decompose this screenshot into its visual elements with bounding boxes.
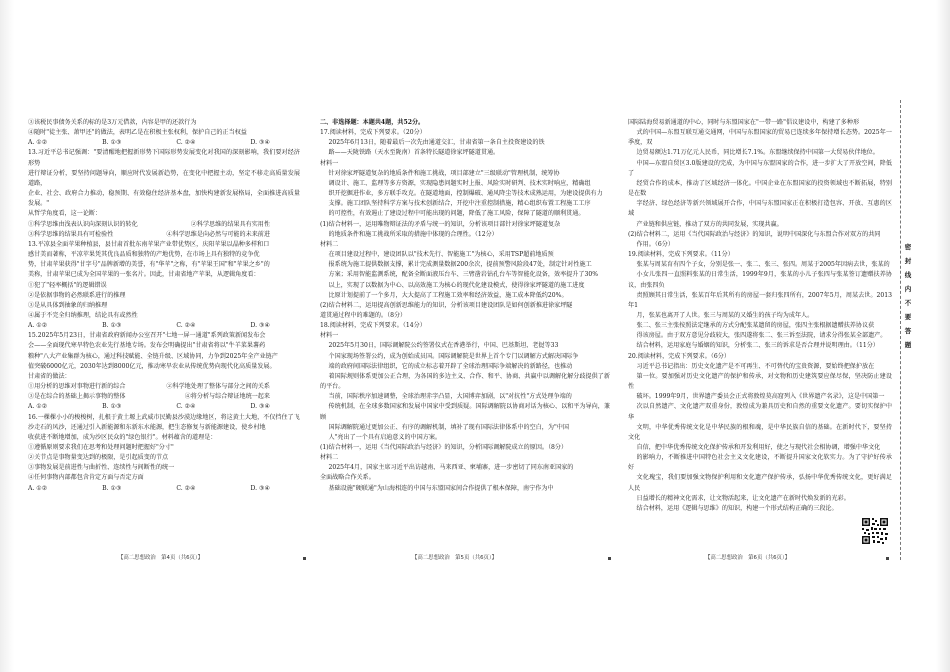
page-6-footer: 【高二思想政治 第6页（共6页）】 <box>705 555 791 561</box>
text-line: 端的政府间国际法律组织，它的成立标志着开辟了全球治理国际争端解决的新路径，也推动 <box>328 362 573 370</box>
text-line: 报系统为施工提供数据支撑，累计完成测量数据200余次，提前预警风险段47处，制定针对性施工 <box>328 261 592 269</box>
text-line: 织开挖掘进作业，多方联手攻克。在隧道地面，控制爆破、通风降尘等技术成熟运用，为建设提供有力 <box>328 190 603 198</box>
text-line: 的影响力，不断推进中国特色社会主义文化建设，不断提升国家文化软实力。为了守护好传承好 <box>628 454 892 472</box>
text-line: 张某与周某育有四个子女，分别是张一、张二、张三、张四。周某于2005年因病去世，张某的 <box>636 261 890 269</box>
option-statement: ③科学思维的结果具有可检验性 <box>28 230 114 238</box>
text-line: 从哲学角度看，这一论断： <box>28 210 102 218</box>
text-line: 张二、张三主张按照法定继承的方式分配张某遗留的房屋，张四主张根据遗赠扶养协议获 <box>636 322 875 330</box>
option-statement: ③是在综合的基础上揭示事物的整体 <box>28 393 126 401</box>
text-line: 人"亮出了一个具有启迪意义的中国方案。 <box>328 433 442 441</box>
text-line: 方案；采用智能监测系统，配备全断面液压台车、三臂凿岩钻孔台车等智能化设备，效率提升了30% <box>328 271 599 279</box>
text-line: 调设计、施工、监理等多方资源，实现隐患问题实时上报、风险实时研判、技术实时响应，精确组 <box>328 179 591 187</box>
option-statement: ②科学思维的结果具有实用性 <box>190 220 270 228</box>
text-line: 的可控性，有效遏止了建设过程中可能出现的问题，降低了施工风险，保障了隧道的顺利贯通。 <box>328 210 585 218</box>
option-statement: ④将分析与综合辩证地统一起来 <box>184 393 270 401</box>
text-line: 经贸合作的成本，推动了区域经济一体化。中国企业在东盟国家的投资领域也不断拓展，特别是在数 <box>628 179 892 198</box>
text-line: 月，张某也离开了人世。张三与周某的又婚生的孩子均为成年人。 <box>636 311 814 319</box>
text-line: 13.平凉县全面苹果种植县，县甘肃首批东南苹果产业带优势区，庆阳苹果以晶种多样和口 <box>28 240 270 248</box>
text-line: ④属于不完全归纳推理，结论具有或然性 <box>28 311 138 319</box>
answer-option: A. ①② <box>28 322 48 330</box>
text-line: 的地质条件和施工挑战所采取的措施中体现的合理性。（12分） <box>328 230 498 238</box>
text-line: 次以自然遗产、文化遗产双重身份，敦煌成为兼具历史和自然的重要文化遗产。要切实保护中华 <box>628 403 892 421</box>
page-4-footer: 【高二思想政治 第4页（共6页）】 <box>118 555 204 561</box>
text-line: 2025年6月13日，随着最后一次先由通道交汇，甘肃省第一条自主投资建设的铁 <box>328 139 545 147</box>
answer-option: C. ②④ <box>176 403 196 411</box>
page-5-column <box>320 118 610 494</box>
text-line: 小女儿张四一直照料张某的日常生活，1999年9月，张某的小儿子张四与张某签订遗赠扶养协议，由张四负 <box>628 271 892 289</box>
text-line: 责照顾其日常生活，张某百年后其所有的房屋一套归张四所有，2007年5月，周某去世。2013年1 <box>628 291 892 309</box>
text-line: 中国—东盟自贸区3.0版建设的完成，为中国与东盟国家的合作，进一步扩大了开放空间，降低了 <box>628 159 892 177</box>
answer-option: A. ①② <box>28 139 48 147</box>
page-6-column <box>628 118 892 514</box>
text-line: 字经济、绿色经济等新兴领域展开合作，中国与东盟国家正在积极打造包容、开放、互惠的区域 <box>628 200 892 218</box>
text-line: 边贸易额达1.71万亿元人民币，同比增长7.1%。东盟继续保持中国第一大贸易伙伴地位。 <box>636 149 879 157</box>
text-line: 道贯通过程中的难题的。（8分） <box>320 311 407 319</box>
answer-option: C. ②④ <box>176 484 196 492</box>
text-line: 全面战略合作关系。 <box>320 474 375 482</box>
option-statement: ④科学思维是向必然与可能的未来前进 <box>166 230 270 238</box>
text-line: ③是从具体到抽象的归纳推理 <box>28 301 108 309</box>
text-line: 以上，实现了以数据为中心、以高效施工为核心的现代化建设模式，使得徐家坪隧道的施工进度 <box>328 281 585 289</box>
option-statement: ①科学思维由浅表认识向深刻认识的转化 <box>28 220 138 228</box>
text-line: 2025年4月，国家主席习近平出访越南、马来西亚、柬埔寨，进一步密切了同东南亚国家的 <box>328 464 574 472</box>
option-pair <box>28 230 300 240</box>
text-line: 国际调解院通过更加公正、有序的调解机制，填补了现有国际法律体系中的空白，为"中国 <box>328 423 569 431</box>
text-line: 基础设施"硬联通"为山海相连的中国与东盟国家间合作提供了根本保障，南宁作为中 <box>328 484 554 492</box>
page-4-column <box>28 118 300 494</box>
text-line: 产业链和供应链，推动了双方的共同发展，实现共赢。 <box>636 220 783 228</box>
text-line: 材料一 <box>320 159 339 167</box>
text-line: 针对徐家坪隧道复杂的地质条件和施工挑战，项目部建立"三级联动"管理机制，统筹协 <box>328 169 560 177</box>
scan-mark <box>303 557 306 560</box>
option-statement: ①用分析的思维对事物进行新的综合 <box>28 383 126 391</box>
text-line: (1)结合材料一，运用唯物辩证法的矛盾与统一的知识，分析该项目部针对徐家坪隧道复杂 <box>320 220 561 228</box>
text-line: ④任何事物内部都包含肯定方面与否定方面 <box>28 474 144 482</box>
text-line: 传统机制，在全球多数国家和发展中国家中受到质疑。国际调解院以协商对话为核心、以和平为导向，兼顾 <box>320 403 610 421</box>
text-line: 着国际规则体系更加公正合理，为各国的多边主义、合作、和平、协商、共赢中以调解化解分歧提供了新的平台。 <box>320 372 610 391</box>
seal-char: 线 <box>904 271 912 279</box>
seal-line-notice <box>904 240 912 352</box>
answer-option: A. ①② <box>28 484 48 492</box>
text-line: 在项目建设过程中，建设团队以"技术先行、智能施工"为核心，采用TSP超前地质预 <box>328 251 554 259</box>
text-line: 个国家现场签署公约，成为创始成员国。国际调解院是世界上首个专门以调解方式解决国际争 <box>328 352 579 360</box>
text-line: 文化瑰宝，我们要加强文物保护利用和文化遗产保护传承，弘扬中华优秀传统文化，更好满足人民 <box>628 474 892 492</box>
text-line: 结合材料，运用《逻辑与思维》的知识，构建一个形式结构正确的三段论。 <box>636 504 838 512</box>
answer-option: C. ②④ <box>176 139 196 147</box>
text-line: ②是依据事物的必然联系进行的推理 <box>28 291 126 299</box>
answer-option: C. ②④ <box>176 322 196 330</box>
text-line: 19.阅读材料，完成下列要求。（11分） <box>628 251 734 259</box>
text-line: 比原计划提前了一个多月，大大提高了工程施工效率和经济效益，施工成本降低约20%。 <box>328 291 568 299</box>
text-line: 15.2025年5月23日，甘肃省政府新闻办公室召开"七地一屏一通道"系列政策新闻发布会 <box>28 332 266 340</box>
binding-dashed-line <box>900 100 901 560</box>
seal-char: 要 <box>904 313 912 321</box>
text-line: 自信，把中华优秀传统文化保护传承和开发利用好，使之与现代社会相协调，增强中华文化 <box>636 444 881 451</box>
text-line: 进行辩证分析，要坚持问题导向，顺应时代发展新趋势，在变化中把握主动，坚定不移走高质量发展道路， <box>28 169 300 187</box>
scan-mark <box>886 557 889 560</box>
seal-char: 答 <box>904 327 912 335</box>
text-line: (2)结合材料二，运用《当代国际政治与经济》的知识，说明中国深化与东盟合作对双方的共同 <box>628 230 881 238</box>
option-pair <box>28 392 300 402</box>
option-pair <box>28 382 300 392</box>
text-line: 甘肃省的做法： <box>28 372 71 380</box>
text-line: 习近平总书记指出：历史文化遗产是不可再生、不可替代的宝贵资源，要始终把保护放在 <box>636 362 875 370</box>
seal-char: 不 <box>904 299 912 307</box>
page-5-footer: 【高二思想政治 第5页（共6页）】 <box>412 555 498 561</box>
seal-char: 封 <box>904 257 912 265</box>
text-line: ③事物发展是前进性与曲折性、连续性与间断性的统一 <box>28 464 175 472</box>
text-line: 感甘美而著称，平凉苹果凭其优良品质和独特的产地优势，在市场上具有独特的竞争优 <box>28 251 260 259</box>
text-line: 式的中国—东盟互联互通交通网，中国与东盟国家的贸易已连续多年保持增长态势。2025年一季度，双 <box>628 129 892 147</box>
text-line: 作用。（6分） <box>636 240 674 248</box>
text-line: 文明，中华优秀传统文化是中华民族的根和魂，是中华民族自信的基础。在新时代下，要坚持文化 <box>628 423 892 441</box>
text-line: ③该税民事债务关系的标的是3万元借款，内容是甲的还款行为 <box>28 119 197 126</box>
answer-option: D. ③④ <box>250 403 270 411</box>
text-line: 材料二 <box>320 454 339 462</box>
text-line: (1)结合材料一，运用《当代国际政治与经济》的知识，分析国际调解院成立的原因。（8分） <box>320 444 568 451</box>
text-line: 当前，国际秩序加速调整，全球治理赤字凸显，大国博弈加剧，以"对抗性"方式处理争端的 <box>328 393 572 401</box>
text-line: 势，甘肃苹果获得"甘字号"品牌新增的美誉，有"华苹"之称，有"苹果王国"和"苹果之乡"的 <box>28 261 270 269</box>
text-line: (2)结合材料二，运用提高创新思维能力的知识，分析该项目建设团队是如何创新推进徐家坪隧 <box>320 301 573 309</box>
seal-char: 密 <box>904 243 912 251</box>
text-line: 第一位。要加强对历史文化遗产的保护和传承，对文物和历史建筑要应保尽保，坚决防止建设性 <box>628 372 892 391</box>
answer-option: B. ①③ <box>102 403 122 411</box>
answer-options <box>28 321 300 331</box>
answer-options <box>28 402 300 412</box>
answer-option: D. ③④ <box>250 322 270 330</box>
answer-option: B. ①③ <box>102 484 122 492</box>
text-line: ①犯了"轻率概括"的逻辑错误 <box>28 281 107 289</box>
text-line: 17.阅读材料，完成下列要求。（20分） <box>320 129 426 137</box>
text-line: 日益增长的精神文化需求，让文物活起来，让文化遗产在新时代焕发新的光彩。 <box>636 494 850 502</box>
answer-option: D. ③④ <box>250 139 270 147</box>
text-line: ②关节点是事物量变达到的极限，是引起质变的节点 <box>28 454 169 462</box>
text-line: 2025年5月30日，国际调解院公约签署仪式在香港举行，中国、巴基斯坦、老挝等33 <box>328 342 559 350</box>
text-line: 材料二 <box>320 240 339 248</box>
text-line: ④随时"徒主张、萧甲还"的做法，表明乙是在积极主张权利，保护自己的正当权益 <box>28 129 247 137</box>
text-line: 沙走石的风沙，还通过引入新能源和东新东水能源，把生态修复与新能源建设，使乡村地 <box>28 423 266 431</box>
text-line: 20.阅读材料，完成下列要求。（6分） <box>628 352 730 360</box>
answer-option: B. ①③ <box>102 139 122 147</box>
text-line: 值突破6000亿元，2030年达到8000亿元，推动寒旱农业从传统优势向现代化高质量发展。 <box>28 362 276 370</box>
answer-options <box>28 138 300 148</box>
text-line: 粮种"八大产业集群为核心，通过科技赋能、全链升级、区域协同，力争到2025年全产业链产 <box>28 352 278 360</box>
text-line: 材料一 <box>320 332 339 340</box>
option-statement: ②科学地处理了整体与部分之间的关系 <box>166 383 270 391</box>
text-line: 破坏。1999年9月，世界遗产委员会正式将敦煌莫高窟列入《世界遗产名录》，这是中国第一 <box>636 393 885 401</box>
text-line: 结合材料，运用家庭与婚姻的知识，分析张二、张三的诉求是否合理并说明理由。（11分） <box>636 342 879 350</box>
text-line: 企业、社会、政府合力推动，稳预期、有效稳住经济基本盘，加快构建新发展格局，全面推进高质量发展。" <box>28 190 300 208</box>
answer-option: B. ①③ <box>102 322 122 330</box>
text-line: 支撑。施工团队坚持科学方案与技术创新结合，开挖中注重控制措施，精心组织布置工程施工工序 <box>328 200 591 208</box>
text-line: 国际陆海贸易新通道的中心，同时与东盟国家在"一带一路"倡议建设中，构建了多种形 <box>628 119 860 126</box>
option-pair <box>28 220 300 230</box>
text-line: 16.一棵棵小小的梭梭树，扎根于黄土塬上武威市民勤县沙漠边缘地区，将这黄土大地，不仅挡住了飞 <box>28 413 300 421</box>
text-line: 收获进不断地增加，成为沙区民众的"绿色银行"。材料蕴含的道理是： <box>28 433 217 441</box>
seal-char: 题 <box>904 341 912 349</box>
scan-mark <box>608 557 611 560</box>
qr-code-icon <box>861 517 889 545</box>
answer-option: D. ③④ <box>250 484 270 492</box>
text-line: 13.习近平总书记强调："要清醒地把握新形势下国际形势发展变化对我国的深刻影响，我们要对经济形势 <box>28 149 300 167</box>
text-line: 会——全面现代寒旱特色农业先行基地专场。发布会明确提出"甘肃省将以"牛羊菜果薯药 <box>28 342 266 350</box>
text-line: 18.阅读材料，完成下列要求。（14分） <box>320 322 426 330</box>
text-line: 美称，甘肃苹果已成为全国苹果的一张名片。因此，甘肃省地产苹果，从逻辑角度看： <box>28 271 260 279</box>
answer-option: A. ①② <box>28 403 48 411</box>
seal-char: 内 <box>904 285 912 293</box>
text-line: 路——天陇铁路（天水至陇南）首条特长隧道徐家坪隧道贯通。 <box>328 149 500 157</box>
text-line: 得该房屋。由于双方意见分歧较大，张四遂将张二、张三诉至法院，请求分得张某全部遗产。 <box>636 332 887 340</box>
section-heading: 二、非选择题：本题共4题，共52分。 <box>320 119 425 126</box>
text-line: ①遵循原则要求我们在思考和处理问题时把握好"分寸" <box>28 444 174 451</box>
answer-options <box>28 484 300 494</box>
